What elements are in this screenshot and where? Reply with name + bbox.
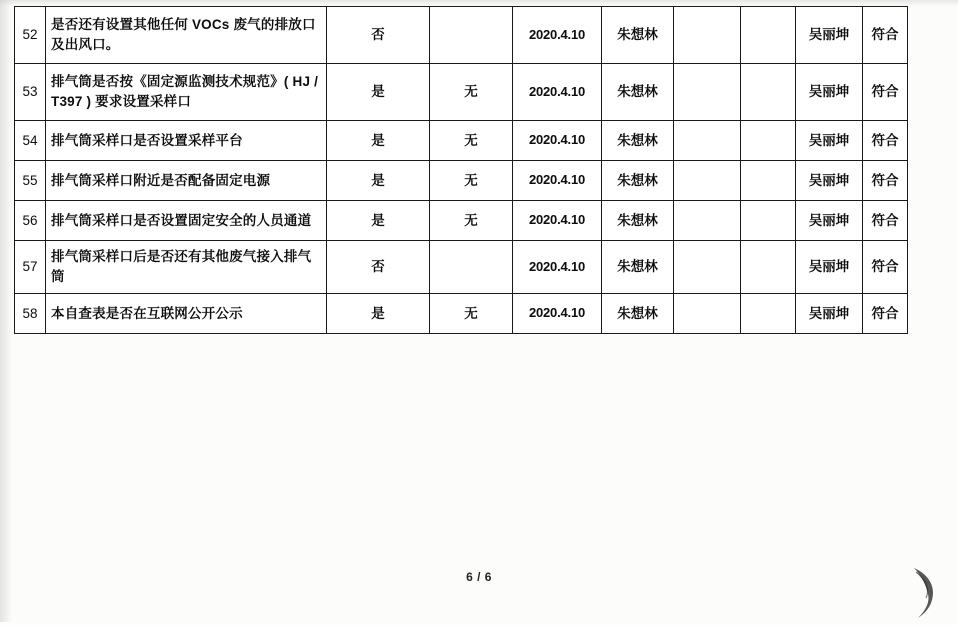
row-answer-secondary: [430, 241, 513, 294]
row-result: 符合: [863, 161, 908, 201]
row-number: 55: [15, 161, 46, 201]
row-number: 57: [15, 241, 46, 294]
row-item-text: 本自查表是否在互联网公开公示: [46, 294, 327, 334]
table-row: [15, 7, 908, 64]
row-result: 符合: [863, 64, 908, 121]
row-answer-primary: 是: [327, 294, 430, 334]
row-result: 符合: [863, 294, 908, 334]
row-blank-second: [741, 201, 796, 241]
row-blank-first: [674, 201, 741, 241]
row-answer-primary: 是: [327, 64, 430, 121]
row-date: 2020.4.10: [513, 241, 602, 294]
row-item-text: 是否还有设置其他任何 VOCs 废气的排放口及出风口。: [46, 7, 327, 64]
row-number: 52: [15, 7, 46, 64]
table-row: [15, 64, 908, 121]
row-inspector-name: 朱想林: [602, 64, 674, 121]
row-reviewer-name: 吴丽坤: [796, 7, 863, 64]
row-blank-second: [741, 64, 796, 121]
row-date: 2020.4.10: [513, 161, 602, 201]
row-number: 54: [15, 121, 46, 161]
row-answer-primary: 是: [327, 121, 430, 161]
row-blank-second: [741, 7, 796, 64]
row-item-text: 排气筒采样口是否设置固定安全的人员通道: [46, 201, 327, 241]
scan-edge-left: [0, 0, 12, 622]
row-answer-primary: 是: [327, 161, 430, 201]
row-answer-secondary: 无: [430, 161, 513, 201]
table-row: [15, 241, 908, 294]
row-item-text: 排气筒采样口附近是否配备固定电源: [46, 161, 327, 201]
row-number: 56: [15, 201, 46, 241]
row-inspector-name: 朱想林: [602, 161, 674, 201]
row-answer-primary: 否: [327, 7, 430, 64]
row-blank-first: [674, 121, 741, 161]
row-inspector-name: 朱想林: [602, 7, 674, 64]
row-item-text: 排气筒是否按《固定源监测技术规范》( HJ / T397 ) 要求设置采样口: [46, 64, 327, 121]
row-answer-primary: 是: [327, 201, 430, 241]
checklist-table: [14, 6, 908, 334]
row-blank-second: [741, 121, 796, 161]
row-reviewer-name: 吴丽坤: [796, 161, 863, 201]
row-answer-secondary: 无: [430, 121, 513, 161]
row-blank-second: [741, 294, 796, 334]
row-answer-primary: 否: [327, 241, 430, 294]
row-item-text: 排气筒采样口后是否还有其他废气接入排气筒: [46, 241, 327, 294]
row-date: 2020.4.10: [513, 64, 602, 121]
row-inspector-name: 朱想林: [602, 201, 674, 241]
table-row: [15, 161, 908, 201]
row-answer-secondary: 无: [430, 201, 513, 241]
row-result: 符合: [863, 121, 908, 161]
row-blank-first: [674, 294, 741, 334]
table-row: [15, 294, 908, 334]
row-date: 2020.4.10: [513, 294, 602, 334]
row-number: 58: [15, 294, 46, 334]
table-row: [15, 201, 908, 241]
row-date: 2020.4.10: [513, 201, 602, 241]
page-number: 6 / 6: [466, 570, 492, 584]
row-date: 2020.4.10: [513, 121, 602, 161]
row-inspector-name: 朱想林: [602, 241, 674, 294]
row-blank-second: [741, 161, 796, 201]
row-blank-first: [674, 241, 741, 294]
row-blank-first: [674, 161, 741, 201]
row-reviewer-name: 吴丽坤: [796, 121, 863, 161]
row-blank-second: [741, 241, 796, 294]
row-result: 符合: [863, 201, 908, 241]
row-blank-first: [674, 7, 741, 64]
row-answer-secondary: [430, 7, 513, 64]
row-reviewer-name: 吴丽坤: [796, 241, 863, 294]
row-answer-secondary: 无: [430, 64, 513, 121]
row-blank-first: [674, 64, 741, 121]
row-reviewer-name: 吴丽坤: [796, 294, 863, 334]
row-reviewer-name: 吴丽坤: [796, 201, 863, 241]
table-row: [15, 121, 908, 161]
row-date: 2020.4.10: [513, 7, 602, 64]
row-result: 符合: [863, 241, 908, 294]
row-result: 符合: [863, 7, 908, 64]
scan-artifact-mark: [908, 566, 942, 620]
row-item-text: 排气筒采样口是否设置采样平台: [46, 121, 327, 161]
row-reviewer-name: 吴丽坤: [796, 64, 863, 121]
checklist-table-container: [14, 6, 907, 334]
row-answer-secondary: 无: [430, 294, 513, 334]
row-number: 53: [15, 64, 46, 121]
row-inspector-name: 朱想林: [602, 294, 674, 334]
row-inspector-name: 朱想林: [602, 121, 674, 161]
